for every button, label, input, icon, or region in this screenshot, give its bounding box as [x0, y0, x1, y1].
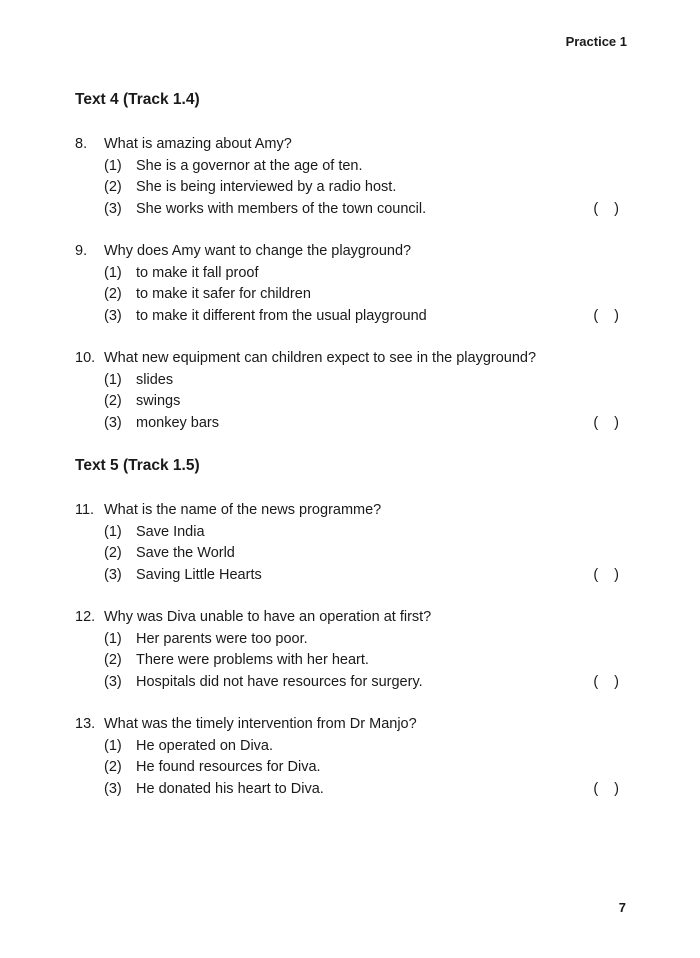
- question-text: What is amazing about Amy?: [104, 136, 292, 152]
- option-text: Save India: [136, 523, 205, 540]
- option-text: Hospitals did not have resources for surgery.: [136, 673, 423, 690]
- option-row: [75, 629, 625, 651]
- answer-bracket[interactable]: ( ): [593, 673, 619, 690]
- option-number: (3): [104, 566, 122, 583]
- option-row: [75, 391, 625, 413]
- option-text: Saving Little Hearts: [136, 566, 262, 583]
- option-row: [75, 263, 625, 285]
- option-row: [75, 199, 625, 221]
- option-number: (1): [104, 264, 122, 281]
- worksheet-content: [75, 89, 625, 821]
- option-number: (1): [104, 371, 122, 388]
- option-number: (2): [104, 545, 122, 561]
- question-number: 11.: [75, 502, 95, 518]
- question-text: What was the timely intervention from Dr Manjo?: [104, 716, 417, 732]
- question-9: [75, 241, 625, 327]
- option-text: Her parents were too poor.: [136, 630, 308, 647]
- question-13: [75, 714, 625, 800]
- option-text: She works with members of the town council.: [136, 200, 427, 217]
- option-row: [75, 156, 625, 178]
- question-line: [75, 714, 625, 736]
- option-text: He operated on Diva.: [136, 737, 274, 754]
- question-12: [75, 607, 625, 693]
- option-number: (2): [104, 652, 122, 668]
- option-text: She is being interviewed by a radio host.: [136, 179, 397, 195]
- option-text: He donated his heart to Diva.: [136, 780, 324, 797]
- option-number: (1): [104, 157, 122, 174]
- question-text: What new equipment can children expect to see in the playground?: [104, 350, 537, 366]
- question-line: [75, 241, 625, 263]
- question-number: 10.: [75, 350, 96, 366]
- option-number: (3): [104, 200, 122, 217]
- option-number: (3): [104, 307, 122, 324]
- option-number: (1): [104, 630, 122, 647]
- question-line: [75, 607, 625, 629]
- option-number: (2): [104, 179, 122, 195]
- question-number: 12.: [75, 609, 96, 625]
- option-row: [75, 284, 625, 306]
- option-text: She is a governor at the age of ten.: [136, 157, 363, 174]
- question-8: [75, 134, 625, 220]
- answer-bracket[interactable]: ( ): [593, 200, 619, 217]
- option-number: (3): [104, 414, 122, 431]
- option-row: [75, 522, 625, 544]
- question-line: [75, 134, 625, 156]
- option-row: [75, 565, 625, 587]
- question-text: Why was Diva unable to have an operation at first?: [104, 609, 432, 625]
- question-line: [75, 500, 625, 522]
- section-heading: Text 4 (Track 1.4): [75, 91, 200, 108]
- option-number: (3): [104, 673, 122, 690]
- option-row: [75, 757, 625, 779]
- option-number: (2): [104, 759, 122, 775]
- option-row: [75, 736, 625, 758]
- option-row: [75, 779, 625, 801]
- answer-bracket[interactable]: ( ): [593, 780, 619, 797]
- question-text: What is the name of the news programme?: [104, 502, 382, 518]
- option-text: monkey bars: [136, 414, 220, 431]
- option-number: (1): [104, 523, 122, 540]
- option-text: He found resources for Diva.: [136, 759, 321, 775]
- answer-bracket[interactable]: ( ): [593, 414, 619, 431]
- option-number: (1): [104, 737, 122, 754]
- question-number: 13.: [75, 716, 96, 732]
- question-line: [75, 348, 625, 370]
- option-number: (2): [104, 286, 122, 302]
- option-row: [75, 650, 625, 672]
- option-text: swings: [136, 393, 181, 409]
- section-heading: Text 5 (Track 1.5): [75, 457, 200, 474]
- answer-bracket[interactable]: ( ): [593, 307, 619, 324]
- page-number: 7: [618, 900, 626, 915]
- option-text: There were problems with her heart.: [136, 652, 369, 668]
- question-11: [75, 500, 625, 586]
- option-text: Save the World: [136, 545, 235, 561]
- option-row: [75, 370, 625, 392]
- option-row: [75, 306, 625, 328]
- page-header: Practice 1: [565, 34, 627, 49]
- option-row: [75, 543, 625, 565]
- option-text: to make it fall proof: [136, 264, 259, 281]
- option-text: to make it safer for children: [136, 286, 311, 302]
- question-number: 9.: [75, 243, 88, 259]
- question-number: 8.: [75, 136, 88, 152]
- question-text: Why does Amy want to change the playground?: [104, 243, 412, 259]
- answer-bracket[interactable]: ( ): [593, 566, 619, 583]
- option-row: [75, 672, 625, 694]
- option-text: to make it different from the usual playground: [136, 307, 427, 324]
- option-number: (2): [104, 393, 122, 409]
- question-10: [75, 348, 625, 434]
- option-row: [75, 413, 625, 435]
- option-text: slides: [136, 371, 174, 388]
- option-row: [75, 177, 625, 199]
- option-number: (3): [104, 780, 122, 797]
